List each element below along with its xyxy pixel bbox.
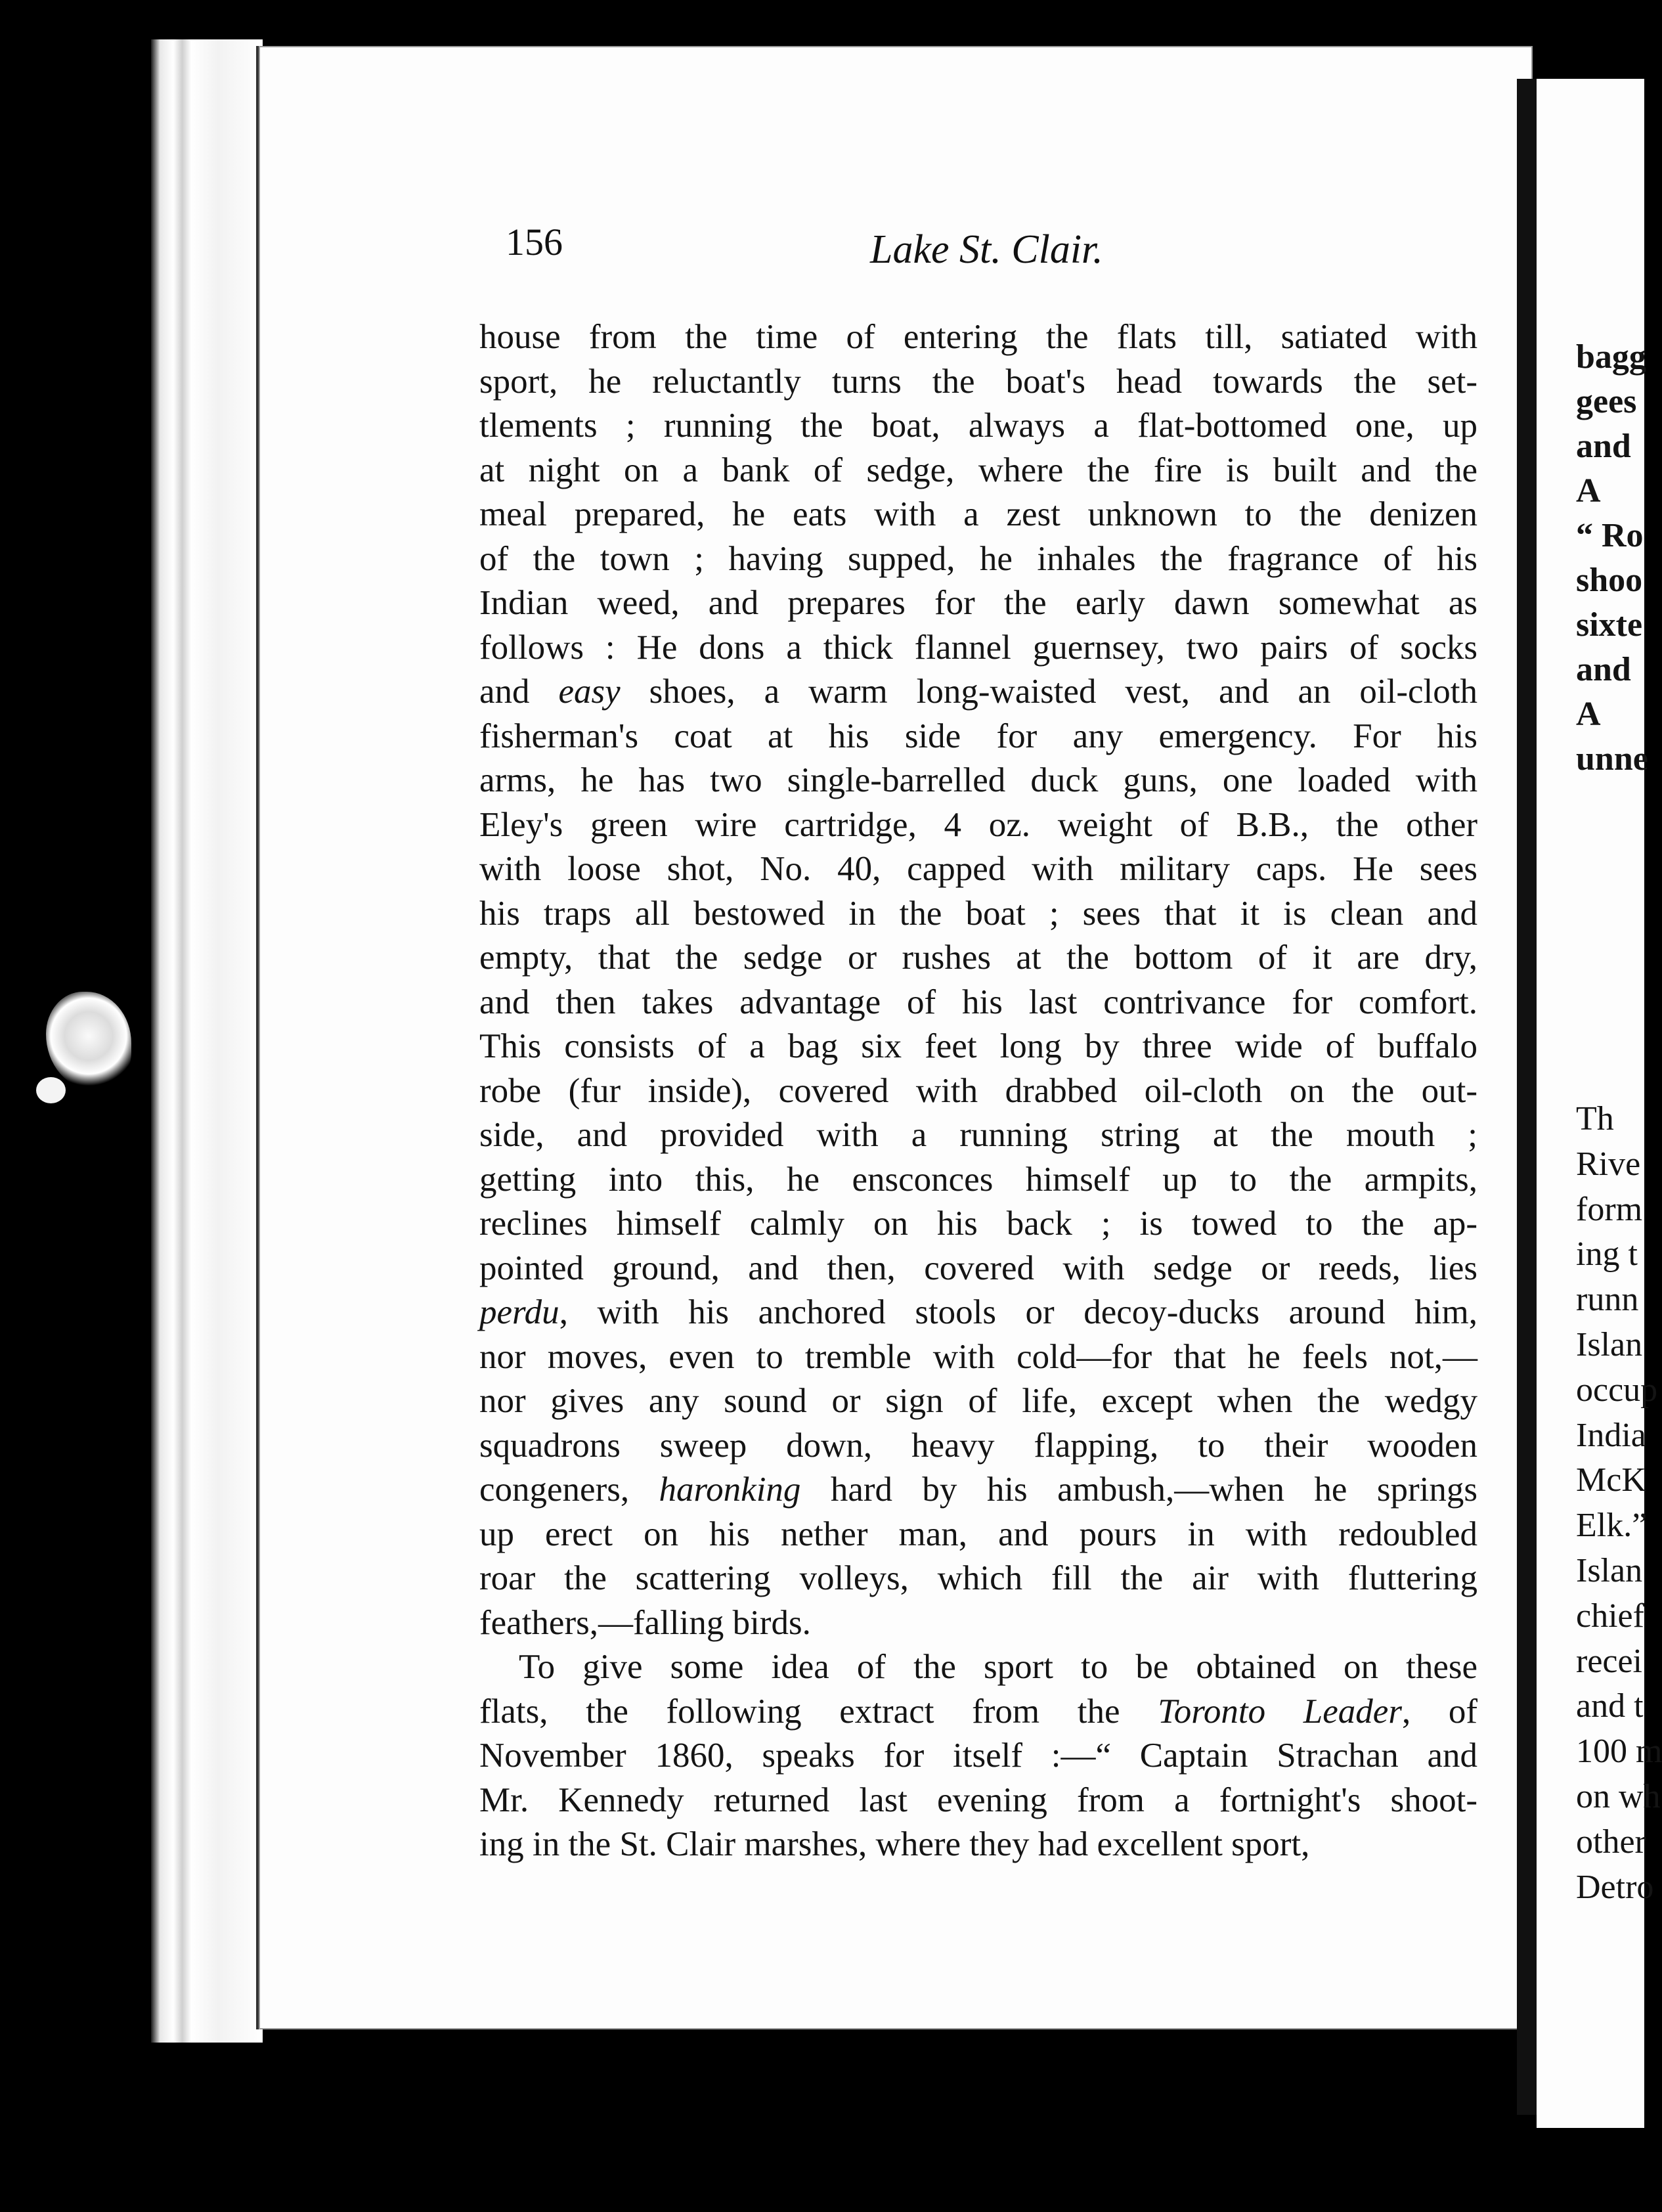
book-page-edges (151, 39, 263, 2043)
text-line: empty, that the sedge or rushes at the bottom of it are dry, (479, 939, 1477, 977)
facing-text-fragment: Islan (1576, 1325, 1643, 1363)
text-line: and then takes advantage of his last contrivance for comfort. (479, 983, 1477, 1021)
text-line: roar the scattering volleys, which fill the air with fluttering (479, 1559, 1477, 1597)
text-line: sport, he reluctantly turns the boat's head towards the set- (479, 362, 1477, 401)
text-line: To give some idea of the sport to be obtained on these (519, 1648, 1477, 1686)
facing-text-fragment: McK (1576, 1461, 1646, 1499)
facing-text-fragment: Detro (1576, 1868, 1654, 1906)
facing-text-fragment: A (1576, 696, 1601, 733)
facing-page-fragment (1537, 79, 1662, 2128)
facing-text-fragment: occup (1576, 1371, 1658, 1409)
text-line: reclines himself calmly on his back ; is towed to the ap- (479, 1205, 1477, 1243)
text-line: November 1860, speaks for itself :—“ Captain Strachan and (479, 1736, 1477, 1775)
facing-text-fragment: form (1576, 1190, 1643, 1228)
text-line: meal prepared, he eats with a zest unknown to the denizen (479, 495, 1477, 533)
facing-text-fragment: chief (1576, 1597, 1644, 1635)
text-line: congeners, haronking hard by his ambush,—when he springs (479, 1471, 1477, 1509)
text-line: nor gives any sound or sign of life, except when the wedgy (479, 1382, 1477, 1420)
text-line: nor moves, even to tremble with cold—for that he feels not,— (479, 1337, 1477, 1376)
running-title: Lake St. Clair. (870, 227, 1103, 272)
book-gutter (1517, 79, 1537, 2115)
text-line: Mr. Kennedy returned last evening from a fortnight's shoot- (479, 1781, 1477, 1819)
facing-page-text-bottom (1576, 1097, 1662, 1910)
text-line: tlements ; running the boat, always a flat-bottomed one, up (479, 407, 1477, 445)
text-line: getting into this, he ensconces himself up to the armpits, (479, 1160, 1477, 1199)
facing-text-fragment: and t (1576, 1687, 1644, 1725)
facing-text-fragment: gees (1576, 383, 1637, 420)
text-line: pointed ground, and then, covered with sedge or reeds, lies (479, 1249, 1477, 1287)
page-number: 156 (506, 221, 563, 263)
paper-stain (46, 992, 131, 1090)
text-line: flats, the following extract from the Toronto Leader, of (479, 1692, 1477, 1731)
text-line: arms, he has two single-barrelled duck guns, one loaded with (479, 761, 1477, 799)
facing-text-fragment: and (1576, 428, 1631, 465)
facing-text-fragment: bagg (1576, 338, 1646, 376)
text-line: and easy shoes, a warm long-waisted vest, and an oil-cloth (479, 673, 1477, 711)
text-line: side, and provided with a running string at the mouth ; (479, 1116, 1477, 1154)
facing-text-fragment: on wh (1576, 1777, 1661, 1815)
text-line: follows : He dons a thick flannel guernsey, two pairs of socks (479, 628, 1477, 667)
facing-text-fragment: Th (1576, 1100, 1614, 1138)
text-line: feathers,—falling birds. (479, 1603, 811, 1642)
text-line: house from the time of entering the flats till, satiated with (479, 318, 1477, 356)
facing-text-fragment: Rive (1576, 1145, 1641, 1183)
facing-text-fragment: sixte (1576, 606, 1643, 644)
body-text (479, 315, 1477, 1867)
text-line: at night on a bank of sedge, where the fire is built and the (479, 451, 1477, 489)
facing-text-fragment: unne (1576, 740, 1648, 778)
text-line: perdu, with his anchored stools or decoy-ducks around him, (479, 1293, 1477, 1331)
facing-text-fragment: “ Ro (1576, 517, 1644, 554)
text-line: with loose shot, No. 40, capped with military caps. He sees (479, 850, 1477, 888)
text-line: robe (fur inside), covered with drabbed oil-cloth on the out- (479, 1071, 1477, 1110)
facing-text-fragment: Islan (1576, 1551, 1643, 1589)
text-line: of the town ; having supped, he inhales the fragrance of his (479, 539, 1477, 578)
facing-text-fragment: and (1576, 651, 1631, 688)
text-line: his traps all bestowed in the boat ; sees that it is clean and (479, 894, 1477, 933)
facing-text-fragment: ing t (1576, 1235, 1638, 1273)
running-head (506, 220, 1162, 279)
text-line: fisherman's coat at his side for any emergency. For his (479, 717, 1477, 755)
facing-text-fragment: recei (1576, 1642, 1643, 1680)
facing-page-text-top (1576, 335, 1648, 782)
paper-stain-small (36, 1077, 66, 1103)
text-line: Indian weed, and prepares for the early dawn somewhat as (479, 584, 1477, 622)
facing-text-fragment: 100 m (1576, 1733, 1662, 1771)
facing-text-fragment: Elk.” (1576, 1507, 1648, 1545)
text-line: Eley's green wire cartridge, 4 oz. weight of B.B., the other (479, 805, 1477, 844)
facing-text-fragment: shoo (1576, 562, 1643, 599)
text-line: up erect on his nether man, and pours in with redoubled (479, 1515, 1477, 1553)
text-line: ing in the St. Clair marshes, where they had excellent sport, (479, 1825, 1310, 1863)
facing-text-fragment: India (1576, 1416, 1646, 1454)
text-line: squadrons sweep down, heavy flapping, to their wooden (479, 1426, 1477, 1465)
facing-text-fragment: other (1576, 1823, 1646, 1861)
facing-text-fragment: A (1576, 472, 1601, 510)
facing-text-fragment: runn (1576, 1281, 1639, 1319)
text-line: This consists of a bag six feet long by three wide of buffalo (479, 1027, 1477, 1065)
